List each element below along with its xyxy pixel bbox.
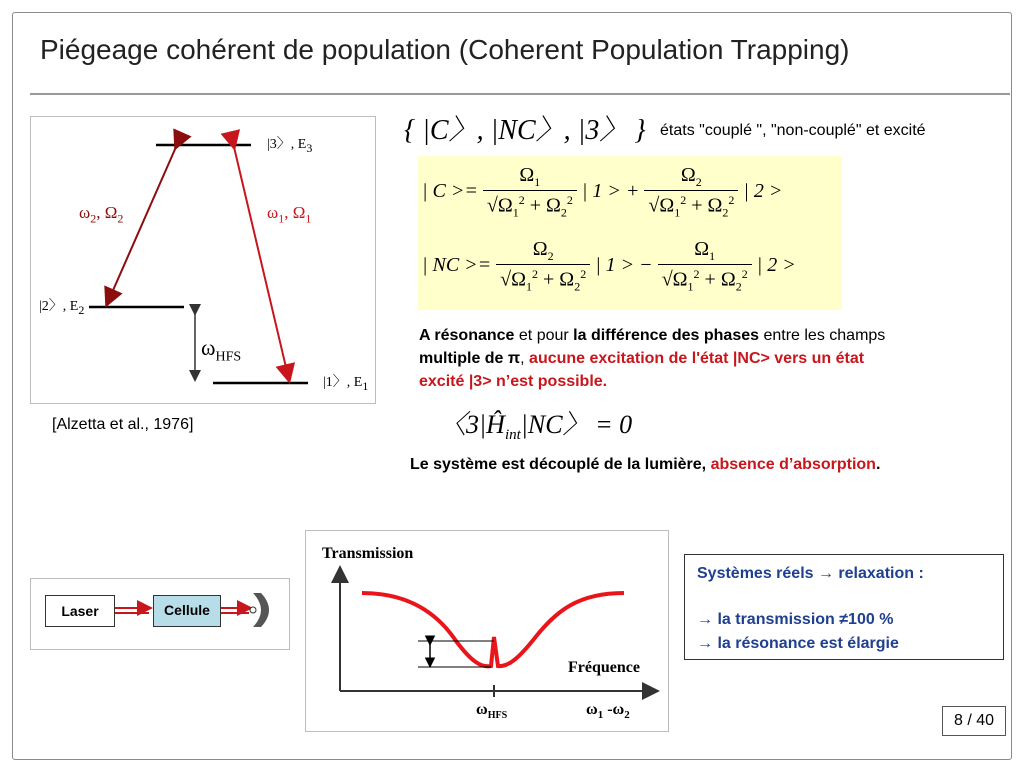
omega2-label: $\omega_2$, $\Omega_2$	[79, 203, 124, 226]
citation: [Alzetta et al., 1976]	[52, 416, 194, 433]
level-3-label: |3〉, $E_3$	[267, 137, 313, 155]
slide-title: Piégeage cohérent de population (Coherent Population Trapping)	[40, 34, 850, 65]
real-systems-line1: Systèmes réels → relaxation :	[697, 565, 924, 582]
cell-box: Cellule	[153, 595, 221, 627]
equations-box	[418, 156, 842, 310]
equation-nc: | NC >= $\frac{\Omega_2}{√\Omega_1^2 + \Omega_2^2}$ | 1 > − $\frac{\Omega_1}{√\Omega_1^2 + \Omega_2^2}$ | 2 >	[422, 238, 796, 294]
title-rule	[30, 93, 1010, 95]
transmission-curve	[362, 593, 624, 666]
transmission-plot	[305, 530, 669, 732]
level-2-label: |2〉, $E_2$	[39, 299, 85, 317]
omega1-arrow	[234, 147, 289, 380]
real-systems-box	[684, 554, 1004, 660]
decoupling-text: Le système est découplé de la lumière, absence d’absorption.	[410, 456, 881, 473]
laser-box: Laser	[45, 595, 115, 627]
setup-diagram	[30, 578, 290, 650]
real-systems-line3: → la résonance est élargie	[697, 635, 899, 652]
matrix-element-formula: 〈$3|Ĥ_{int}|NC$〉 = 0	[440, 410, 633, 444]
plot-tick-omega: $\omega_1$ $-\omega_2$	[586, 701, 630, 722]
hfs-label: $\omega_{HFS}$	[201, 335, 242, 365]
state-description: états "couplé ", "non-couplé" et excité	[660, 122, 926, 139]
energy-level-diagram	[30, 116, 376, 404]
resonance-text: A résonance et pour la différence des phases entre les champs multiple de π, aucune excitation de l'état |NC> vers un état excité |3> n’est possible.	[419, 327, 886, 390]
level-1-label: |1〉, $E_1$	[323, 375, 369, 393]
real-systems-line2: → la transmission ≠100 %	[697, 611, 894, 628]
page-number: 8 / 40	[942, 706, 1006, 736]
detector-dot	[250, 607, 256, 613]
plot-xlabel: Fréquence	[568, 659, 640, 676]
omega1-label: $\omega_1$, $\Omega_1$	[267, 203, 312, 226]
state-set-formula: { |C〉, |NC〉, |3〉 }	[404, 115, 646, 146]
equation-c: | C >= $\frac{\Omega_1}{√\Omega_1^2 + \Omega_2^2}$ | 1 > + $\frac{\Omega_2}{√\Omega_1^2 + \Omega_2^2}$ | 2 >	[422, 164, 783, 220]
plot-tick-hfs: $\omega_{HFS}$	[476, 701, 508, 722]
plot-ylabel: Transmission	[322, 545, 414, 562]
